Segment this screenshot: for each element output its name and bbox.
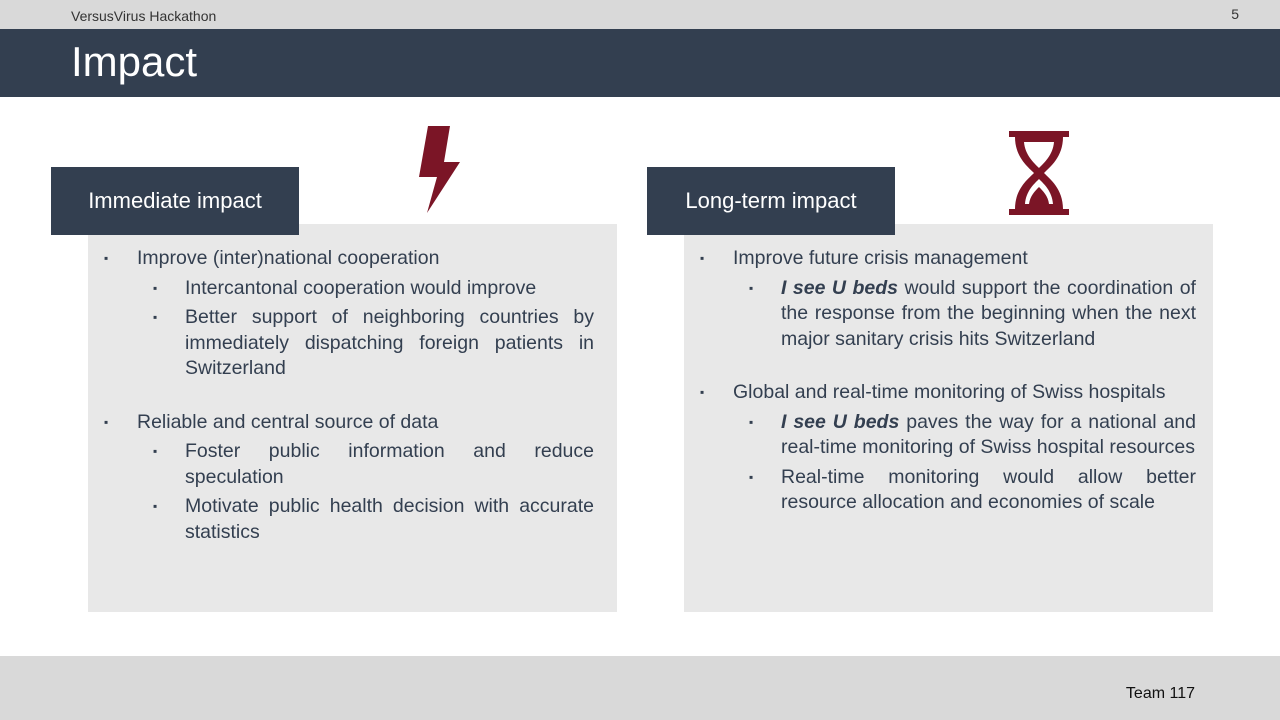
- title-bar: [0, 29, 1280, 97]
- sub-list: [700, 410, 1196, 516]
- long-term-impact-list: [700, 246, 1196, 520]
- bullet-text: Improve future crisis management: [733, 247, 1028, 269]
- list-item: [700, 246, 1196, 272]
- list-item: [104, 410, 594, 436]
- sub-list: [104, 276, 594, 382]
- footer-bar: [0, 656, 1280, 720]
- bullet-text: Reliable and central source of data: [137, 410, 439, 433]
- sub-list-item: ▪ Real-time monitoring would allow better resource allocation and economies of scale: [700, 465, 1196, 516]
- list-item: [104, 246, 594, 272]
- sub-list-item: ▪ Better support of neighboring countries by immediately dispatching foreign patients in Switzerland: [104, 305, 594, 382]
- product-name: I see U beds: [781, 276, 898, 299]
- immediate-impact-list: [104, 246, 594, 549]
- top-bar: [0, 0, 1280, 29]
- sub-list-item: ▪ Intercantonal cooperation would improve: [104, 276, 594, 302]
- product-name: I see U beds: [781, 410, 900, 433]
- bullet-text: Global and real-time monitoring of Swiss hospitals: [733, 381, 1166, 403]
- sub-list-text: paves the way for a national and real-time monitoring of Swiss hospital resources: [781, 410, 1196, 458]
- sub-list: [700, 276, 1196, 353]
- long-term-impact-tag: Long-term impact: [647, 167, 895, 235]
- slide-title: Impact: [71, 38, 198, 85]
- bullet-text: Improve (inter)national cooperation: [137, 247, 440, 269]
- team-label: Team 117: [1125, 685, 1195, 702]
- sub-list-item: ▪ Foster public information and reduce speculation: [104, 439, 594, 490]
- sub-list-item: [700, 276, 1196, 353]
- event-name: VersusVirus Hackathon: [71, 8, 217, 24]
- sub-list-item: ▪ Motivate public health decision with accurate statistics: [104, 494, 594, 545]
- sub-list: [104, 439, 594, 545]
- hourglass-icon: [1006, 129, 1072, 219]
- sub-list-item: [700, 410, 1196, 461]
- sub-list-text: would support the coordination of the response from the beginning when the next major sanitary crisis hits Switzerland: [781, 276, 1196, 350]
- lightning-bolt-icon: [414, 124, 466, 216]
- immediate-impact-tag: Immediate impact: [51, 167, 299, 235]
- page-number: 5: [1231, 6, 1239, 22]
- list-item: [700, 380, 1196, 406]
